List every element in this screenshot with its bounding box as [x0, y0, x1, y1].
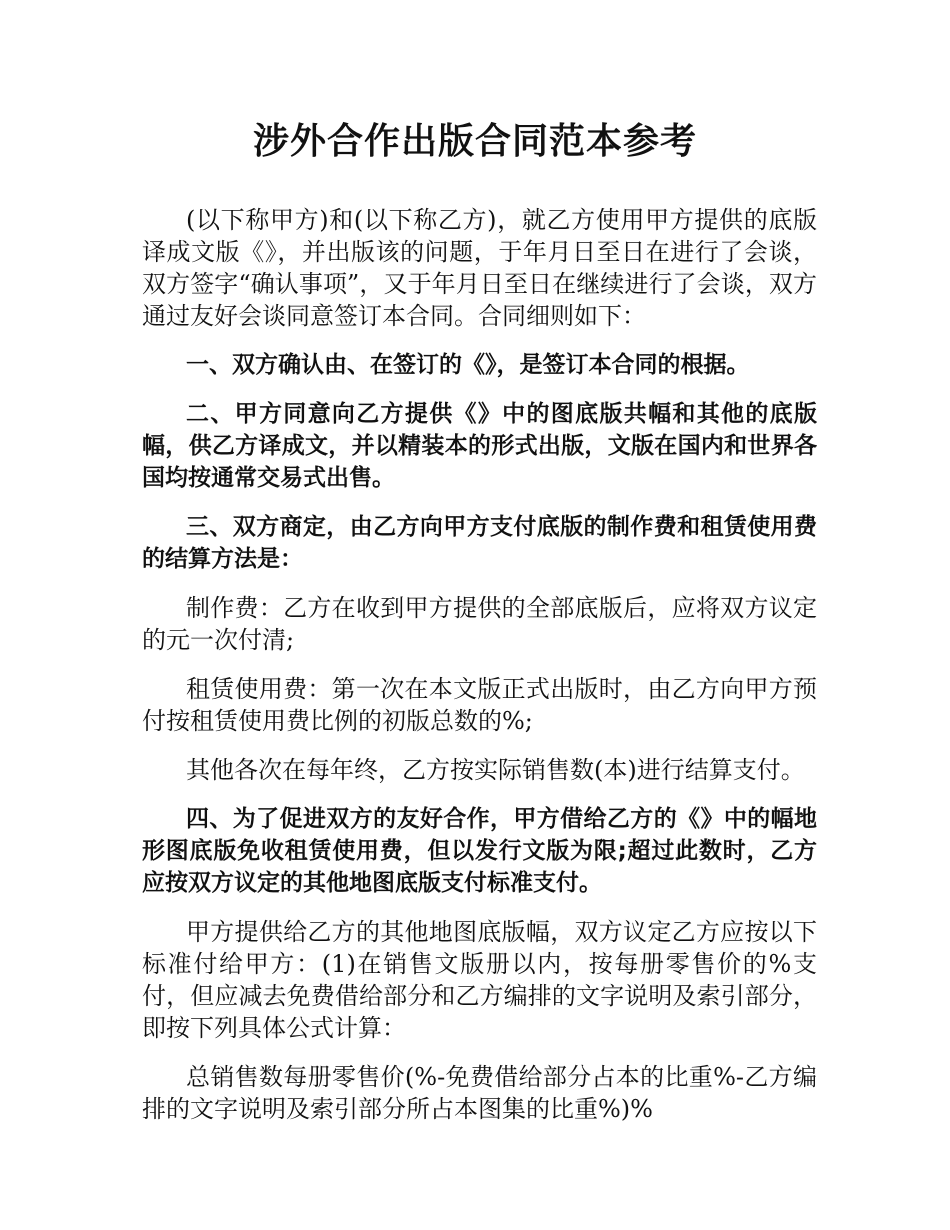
clause-4: 四、为了促进双方的友好合作，甲方借给乙方的《》中的幅地形图底版免收租赁使用费，但以发行文版为限;超过此数时，乙方应按双方议定的其他地图底版支付标准支付。	[142, 806, 817, 896]
paragraph-rental-fee: 租赁使用费：第一次在本文版正式出版时，由乙方向甲方预付按租赁使用费比例的初版总数的%;	[142, 675, 817, 735]
paragraph-other-maps: 甲方提供给乙方的其他地图底版幅，双方议定乙方应按以下标准付给甲方：(1)在销售文版册以内，按每册零售价的%支付，但应减去免费借给部分和乙方编排的文字说明及索引部分，即按下列具体公式计算：	[142, 918, 817, 1042]
paragraph-intro: (以下称甲方)和(以下称乙方)，就乙方使用甲方提供的底版译成文版《》，并出版该的问题，于年月日至日在进行了会谈，双方签字“确认事项”，又于年月日至日在继续进行了会谈，双方通过友好会谈同意签订本合同。合同细则如下：	[142, 206, 817, 330]
paragraph-annual-settlement: 其他各次在每年终，乙方按实际销售数(本)进行结算支付。	[186, 756, 805, 784]
document-body	[142, 204, 817, 1142]
clause-1: 一、双方确认由、在签订的《》，是签订本合同的根据。	[186, 352, 750, 378]
paragraph-formula: 总销售数每册零售价(%-免费借给部分占本的比重%-乙方编排的文字说明及索引部分所占本图集的比重%)%	[142, 1063, 817, 1123]
paragraph-production-fee: 制作费：乙方在收到甲方提供的全部底版后，应将双方议定的元一次付清;	[142, 594, 817, 654]
document-title: 涉外合作出版合同范本参考	[252, 121, 697, 162]
clause-3: 三、双方商定，由乙方向甲方支付底版的制作费和租赁使用费的结算方法是：	[142, 514, 817, 572]
clause-2: 二、甲方同意向乙方提供《》中的图底版共幅和其他的底版幅，供乙方译成文，并以精装本的形式出版，文版在国内和世界各国均按通常交易式出售。	[142, 401, 817, 491]
